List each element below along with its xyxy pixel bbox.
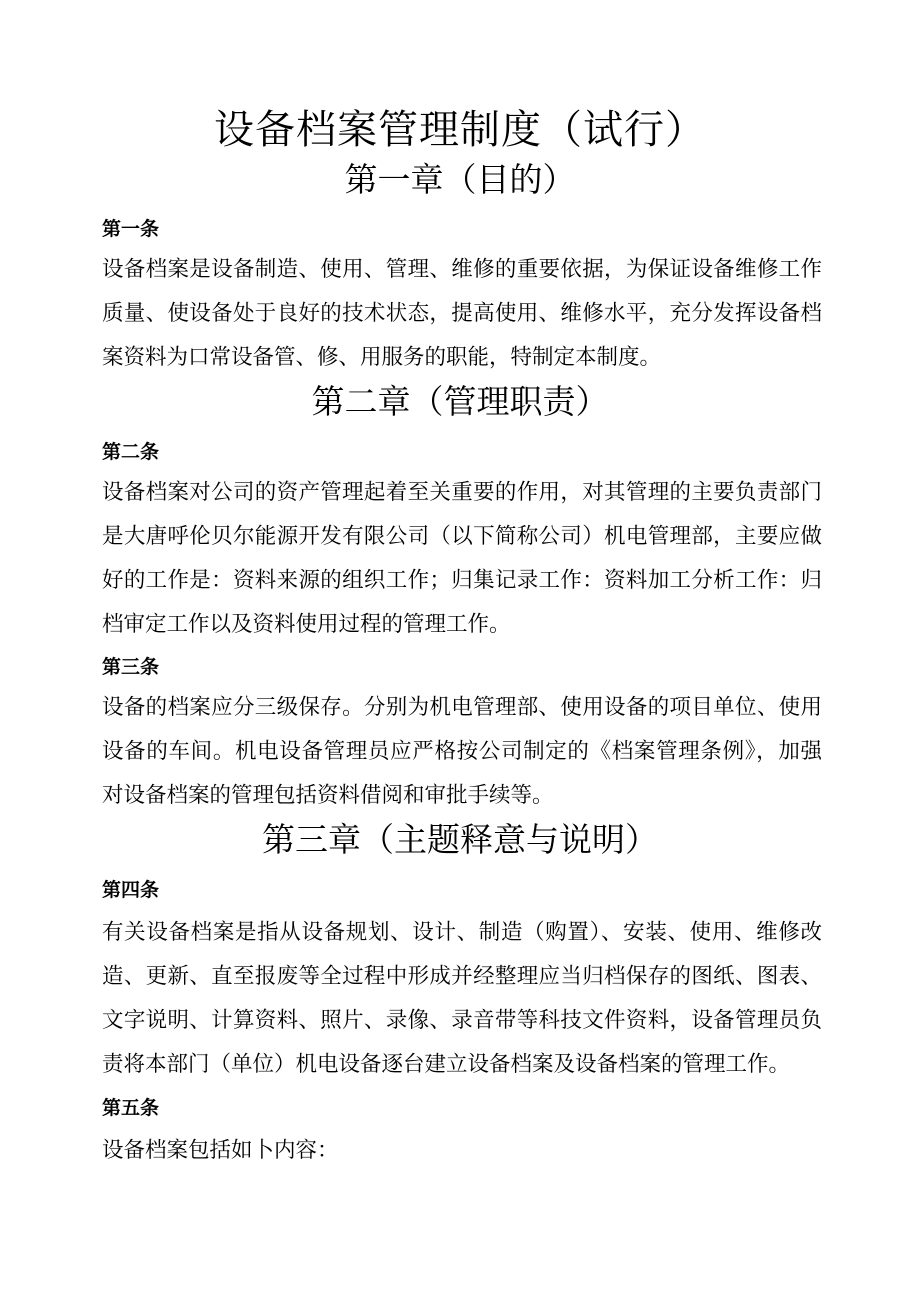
text-line: 责将本部门（单位）机电设备逐台建立设备档案及设备档案的管理工作。 bbox=[102, 1052, 791, 1077]
article-text-1 bbox=[102, 248, 822, 380]
article-text-2 bbox=[102, 471, 822, 647]
article-label-3: 第三条 bbox=[102, 656, 160, 678]
article-label-4: 第四条 bbox=[102, 879, 160, 901]
article-label-5: 第五条 bbox=[102, 1097, 160, 1119]
article-text-5 bbox=[102, 1129, 822, 1173]
text-line: 造、更新、直至报废等全过程中形成并经整理应当归档保存的图纸、图表、 bbox=[102, 964, 822, 989]
text-line: 有关设备档案是指从设备规划、设计、制造（购置）、安装、使用、维修改 bbox=[102, 920, 822, 945]
text-line: 是大唐呼伦贝尔能源开发有限公司（以下简称公司）机电管理部，主要应做 bbox=[102, 524, 822, 549]
text-line: 档审定工作以及资料使用过程的管理工作。 bbox=[102, 612, 511, 637]
article-text-4 bbox=[102, 911, 822, 1087]
text-line: 质量、使设备处于良好的技术状态，提高使用、维修水平，充分发挥设备档 bbox=[102, 301, 822, 326]
chapter-heading-1: 第一章（目的） bbox=[344, 160, 576, 199]
text-line: 设备的车间。机电设备管理员应严格按公司制定的《档案管理条例》，加强 bbox=[102, 739, 822, 764]
text-line: 设备档案是设备制造、使用、管理、维修的重要依据，为保证设备维修工作 bbox=[102, 257, 822, 282]
article-text-3 bbox=[102, 686, 822, 818]
chapter-heading-3: 第三章（主题释意与说明） bbox=[262, 820, 658, 859]
text-line: 文字说明、计算资料、照片、录像、录音带等科技文件资料，设备管理员负 bbox=[102, 1008, 822, 1033]
document-title: 设备档案管理制度（试行） bbox=[214, 107, 706, 153]
text-line: 好的工作是：资料来源的组织工作；归集记录工作：资料加工分析工作：归 bbox=[102, 568, 822, 593]
text-line: 设备档案对公司的资产管理起着至关重要的作用，对其管理的主要负责部门 bbox=[102, 480, 822, 505]
article-label-2: 第二条 bbox=[102, 441, 160, 463]
chapter-heading-2: 第二章（管理职责） bbox=[311, 382, 609, 421]
text-line: 案资料为口常设备管、修、用服务的职能，特制定本制度。 bbox=[102, 345, 662, 370]
text-line: 设备档案包括如卜内容： bbox=[102, 1138, 339, 1163]
text-line: 对设备档案的管理包括资料借阅和审批手续等。 bbox=[102, 783, 554, 808]
article-label-1: 第一条 bbox=[102, 218, 160, 240]
text-line: 设备的档案应分三级保存。分别为机电管理部、使用设备的项目单位、使用 bbox=[102, 695, 822, 720]
